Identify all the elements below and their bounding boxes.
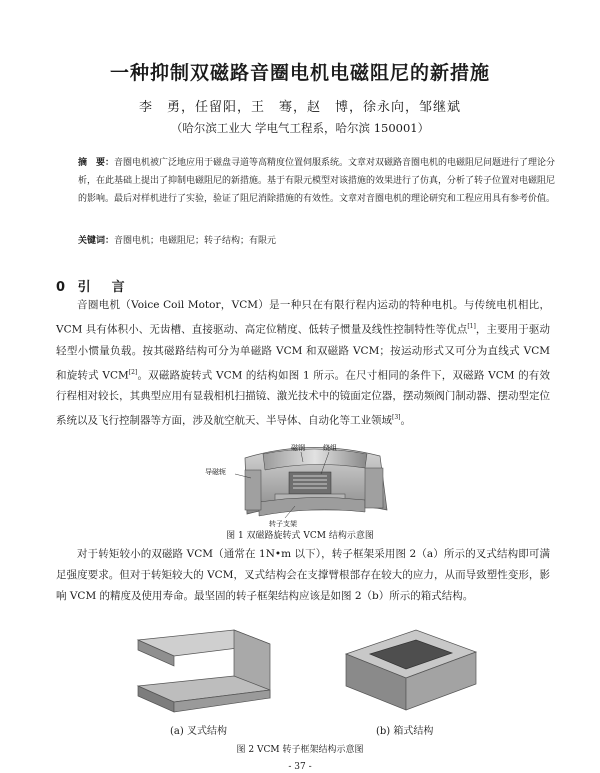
- side-block-left-shape: [245, 470, 261, 510]
- keywords: [78, 233, 558, 246]
- label-rotor-frame: 转子支架: [269, 520, 297, 528]
- citation-1: [1]: [467, 323, 476, 330]
- abstract-label: 摘 要：: [78, 158, 115, 168]
- citation-2: [2]: [128, 368, 138, 376]
- introduction-paragraph-2: 对于转矩较小的双磁路 VCM（通常在 1N•m 以下），转子框架采用图 2（a）所示的叉式结构即可满足强度要求。但对于转矩较大的 VCM，叉式结构会在支撑臂根部存在较大的应力，从而导致塑性变形，影响 VCM 的精度及使用寿命。最坚固的转子框架结构应该是如图 2（b）所示的箱式结构。: [56, 548, 550, 602]
- figure-1-vcm-structure: [205, 440, 415, 528]
- abstract: [78, 154, 558, 208]
- paper-title: 一种抑制双磁路音圈电机电磁阻尼的新措施: [109, 62, 490, 84]
- abstract-text: 音圈电机被广泛地应用于磁盘寻道等高精度位置伺服系统。文章对双磁路音圈电机的电磁阻尼问题进行了理论分析，在此基础上提出了抑制电磁阻尼的新措施。基于有限元模型对该措施的效果进行了仿真，分析了转子位置对电磁阻尼的影响。最后对样机进行了实验，验证了阻尼消除措施的有效性。文章对音圈电机的理论研究和工程应用具有参考价值。: [78, 158, 556, 204]
- para1-part-c: 。双磁路旋转式 VCM 的结构如图 1 所示。在尺寸相同的条件下，双磁路 VCM 的有效行程相对较长，其典型应用有显载相机扫描镜、激光技术中的镜面定位器，摆动频阀门制动器、摆动型定位系统以及飞行控制器等方面，涉及航空航天、半导体、自动化等工业领域: [56, 369, 550, 427]
- label-magnet: 磁钢: [291, 444, 305, 452]
- affiliation: （哈尔滨工业大 学电气工程系，哈尔滨 150001）: [170, 121, 430, 135]
- section-heading-introduction: 0 引 言: [56, 280, 129, 295]
- figure-2b-box-frame: [336, 624, 486, 716]
- figure-2a-fork-frame: [124, 624, 284, 716]
- coil-shape: [289, 472, 331, 494]
- figure-1-caption: 图 1 双磁路旋转式 VCM 结构示意图: [226, 531, 374, 541]
- para1-part-d: 。: [400, 414, 411, 427]
- citation-3: [3]: [392, 414, 401, 421]
- figure-2-caption: 图 2 VCM 转子框架结构示意图: [236, 745, 364, 755]
- figure-2a-caption: (a) 叉式结构: [170, 726, 227, 737]
- keywords-label: 关键词：: [78, 236, 115, 246]
- keywords-text: 音圈电机；电磁阻尼；转子结构；有限元: [114, 236, 277, 246]
- side-block-right-shape: [365, 468, 383, 508]
- para1-part-b: ，主要用于驱动轻型小惯量负载。按其磁路结构可分为单磁路 VCM 和双磁路 VCM；按运动形式又可分为直线式 VCM 和旋转式 VCM: [56, 323, 550, 381]
- introduction-paragraph-1: [56, 295, 550, 432]
- lower-magnet-shape: [259, 497, 365, 516]
- figure-2b-caption: (b) 箱式结构: [376, 726, 434, 737]
- label-coil: 绕组: [323, 444, 337, 452]
- page-number: - 37 -: [288, 762, 312, 772]
- label-magnet-yoke: 导磁轭: [205, 468, 226, 476]
- para1-part-a: 音圈电机（Voice Coil Motor，VCM）是一种只在有限行程内运动的特种电机。与传统电机相比，VCM 具有体积小、无齿槽、直接驱动、高定位精度、低转子惯量及线性控制特性等优点: [56, 299, 550, 336]
- author-list: 李 勇，任留阳，王 骞，赵 博，徐永向，邹继斌: [138, 100, 461, 115]
